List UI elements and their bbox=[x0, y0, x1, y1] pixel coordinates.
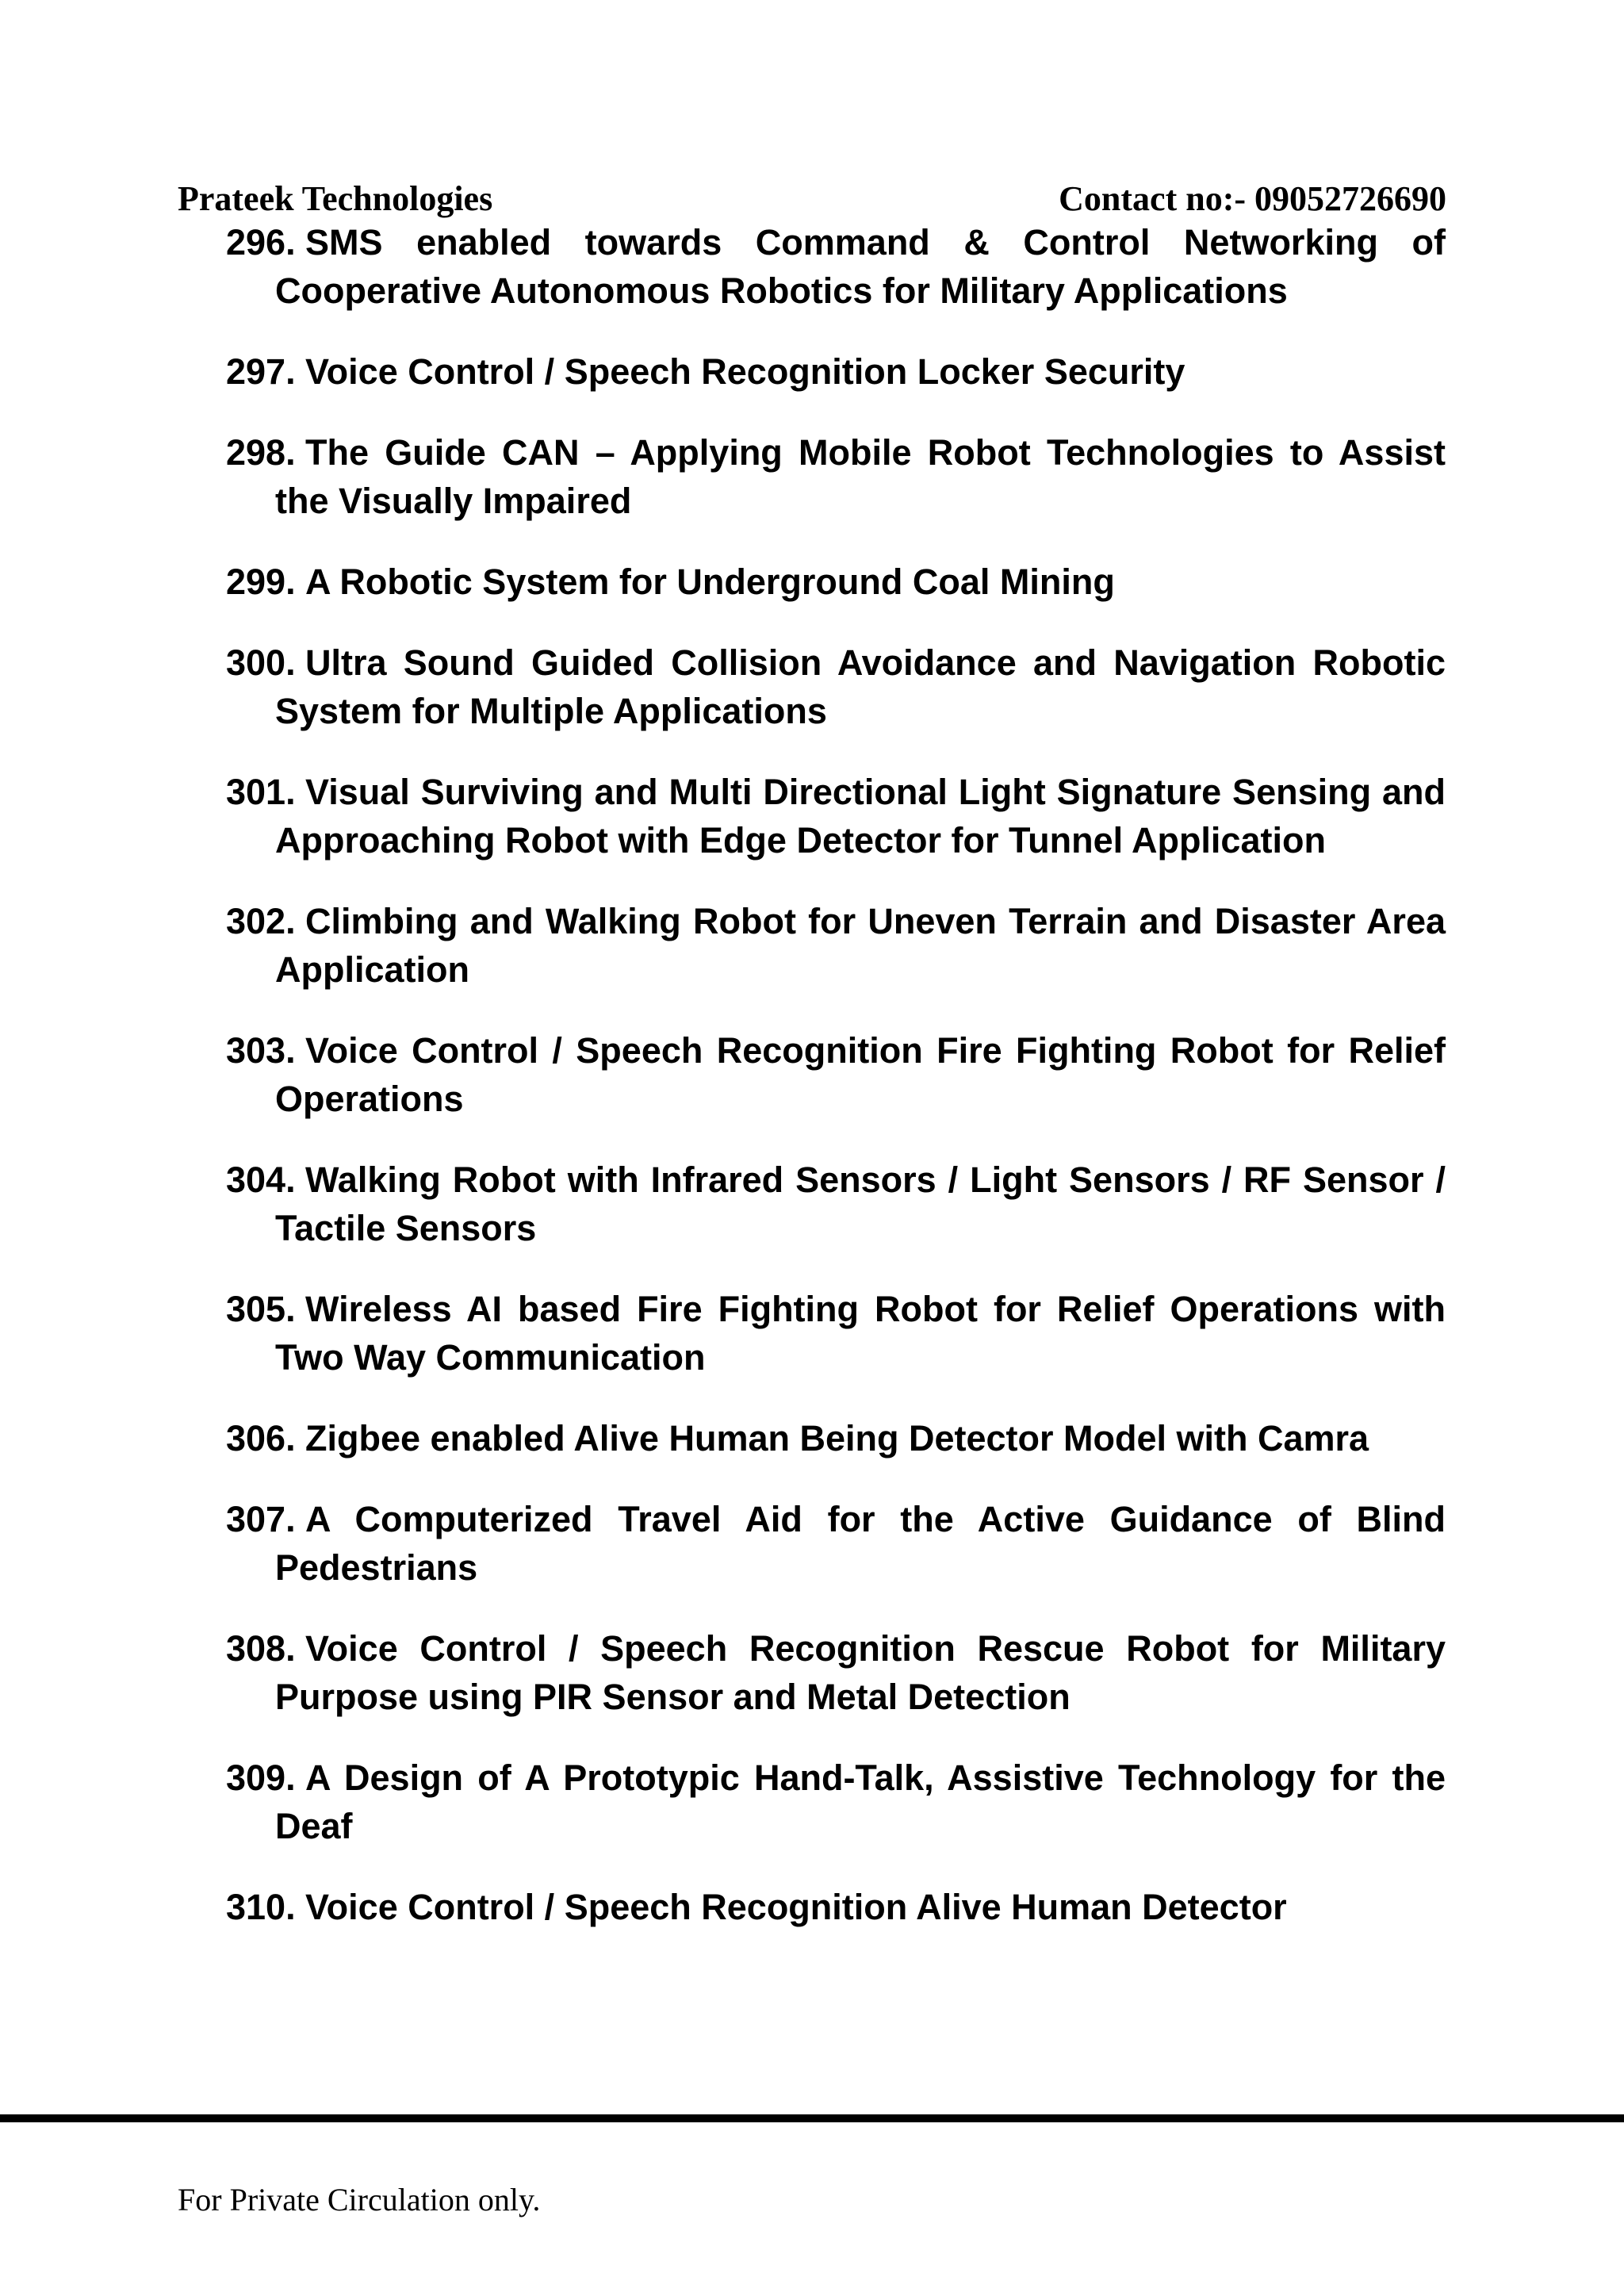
item-number: 307. bbox=[226, 1499, 296, 1539]
list-item bbox=[226, 1495, 1446, 1592]
footer-note: For Private Circulation only. bbox=[178, 2182, 541, 2217]
item-number: 302. bbox=[226, 901, 296, 941]
item-title: A Design of A Prototypic Hand-Talk, Assistive Technology for the Deaf bbox=[275, 1757, 1446, 1846]
item-title: Voice Control / Speech Recognition Rescue Robot for Military Purpose using PIR Sensor and Metal Detection bbox=[275, 1628, 1446, 1717]
list-item bbox=[226, 638, 1446, 735]
list-item bbox=[226, 347, 1446, 396]
item-title: Voice Control / Speech Recognition Alive Human Detector bbox=[305, 1887, 1287, 1927]
list-item bbox=[226, 768, 1446, 864]
footer-divider bbox=[0, 2114, 1624, 2122]
item-number: 303. bbox=[226, 1030, 296, 1071]
list-item bbox=[226, 1026, 1446, 1123]
item-title: Ultra Sound Guided Collision Avoidance and Navigation Robotic System for Multiple Applications bbox=[275, 642, 1446, 731]
list-item bbox=[226, 1156, 1446, 1252]
item-title: A Computerized Travel Aid for the Active Guidance of Blind Pedestrians bbox=[275, 1499, 1446, 1588]
list-item bbox=[226, 428, 1446, 525]
list-item bbox=[226, 1754, 1446, 1850]
item-number: 304. bbox=[226, 1159, 296, 1200]
item-title: Visual Surviving and Multi Directional Light Signature Sensing and Approaching Robot with Edge Detector for Tunnel Application bbox=[275, 772, 1446, 861]
page-footer bbox=[178, 2179, 540, 2221]
item-title: A Robotic System for Underground Coal Mining bbox=[305, 562, 1115, 602]
page-header bbox=[178, 176, 1446, 222]
item-title: The Guide CAN – Applying Mobile Robot Technologies to Assist the Visually Impaired bbox=[275, 432, 1446, 521]
item-title: Wireless AI based Fire Fighting Robot for Relief Operations with Two Way Communication bbox=[275, 1289, 1446, 1378]
item-number: 299. bbox=[226, 562, 296, 602]
item-number: 301. bbox=[226, 772, 296, 812]
item-title: Zigbee enabled Alive Human Being Detector Model with Camra bbox=[305, 1418, 1369, 1458]
list-item bbox=[226, 1285, 1446, 1382]
item-number: 296. bbox=[226, 222, 296, 263]
list-item bbox=[226, 897, 1446, 994]
item-number: 310. bbox=[226, 1887, 296, 1927]
list-item bbox=[226, 1624, 1446, 1721]
item-number: 306. bbox=[226, 1418, 296, 1458]
item-number: 308. bbox=[226, 1628, 296, 1669]
item-title: Walking Robot with Infrared Sensors / Light Sensors / RF Sensor / Tactile Sensors bbox=[275, 1159, 1446, 1248]
item-number: 309. bbox=[226, 1757, 296, 1798]
item-number: 305. bbox=[226, 1289, 296, 1329]
item-title: Voice Control / Speech Recognition Fire Fighting Robot for Relief Operations bbox=[275, 1030, 1446, 1119]
list-item bbox=[226, 1414, 1446, 1462]
list-item bbox=[226, 218, 1446, 315]
item-title: Voice Control / Speech Recognition Locker Security bbox=[305, 351, 1185, 392]
item-number: 300. bbox=[226, 642, 296, 683]
list-item bbox=[226, 558, 1446, 606]
company-name: Prateek Technologies bbox=[178, 179, 493, 218]
item-number: 298. bbox=[226, 432, 296, 473]
contact-number: Contact no:- 09052726690 bbox=[1059, 179, 1446, 218]
item-number: 297. bbox=[226, 351, 296, 392]
project-list bbox=[226, 218, 1446, 1964]
list-item bbox=[226, 1883, 1446, 1931]
item-title: SMS enabled towards Command & Control Networking of Cooperative Autonomous Robotics for Military Applications bbox=[275, 222, 1446, 311]
item-title: Climbing and Walking Robot for Uneven Terrain and Disaster Area Application bbox=[275, 901, 1446, 990]
